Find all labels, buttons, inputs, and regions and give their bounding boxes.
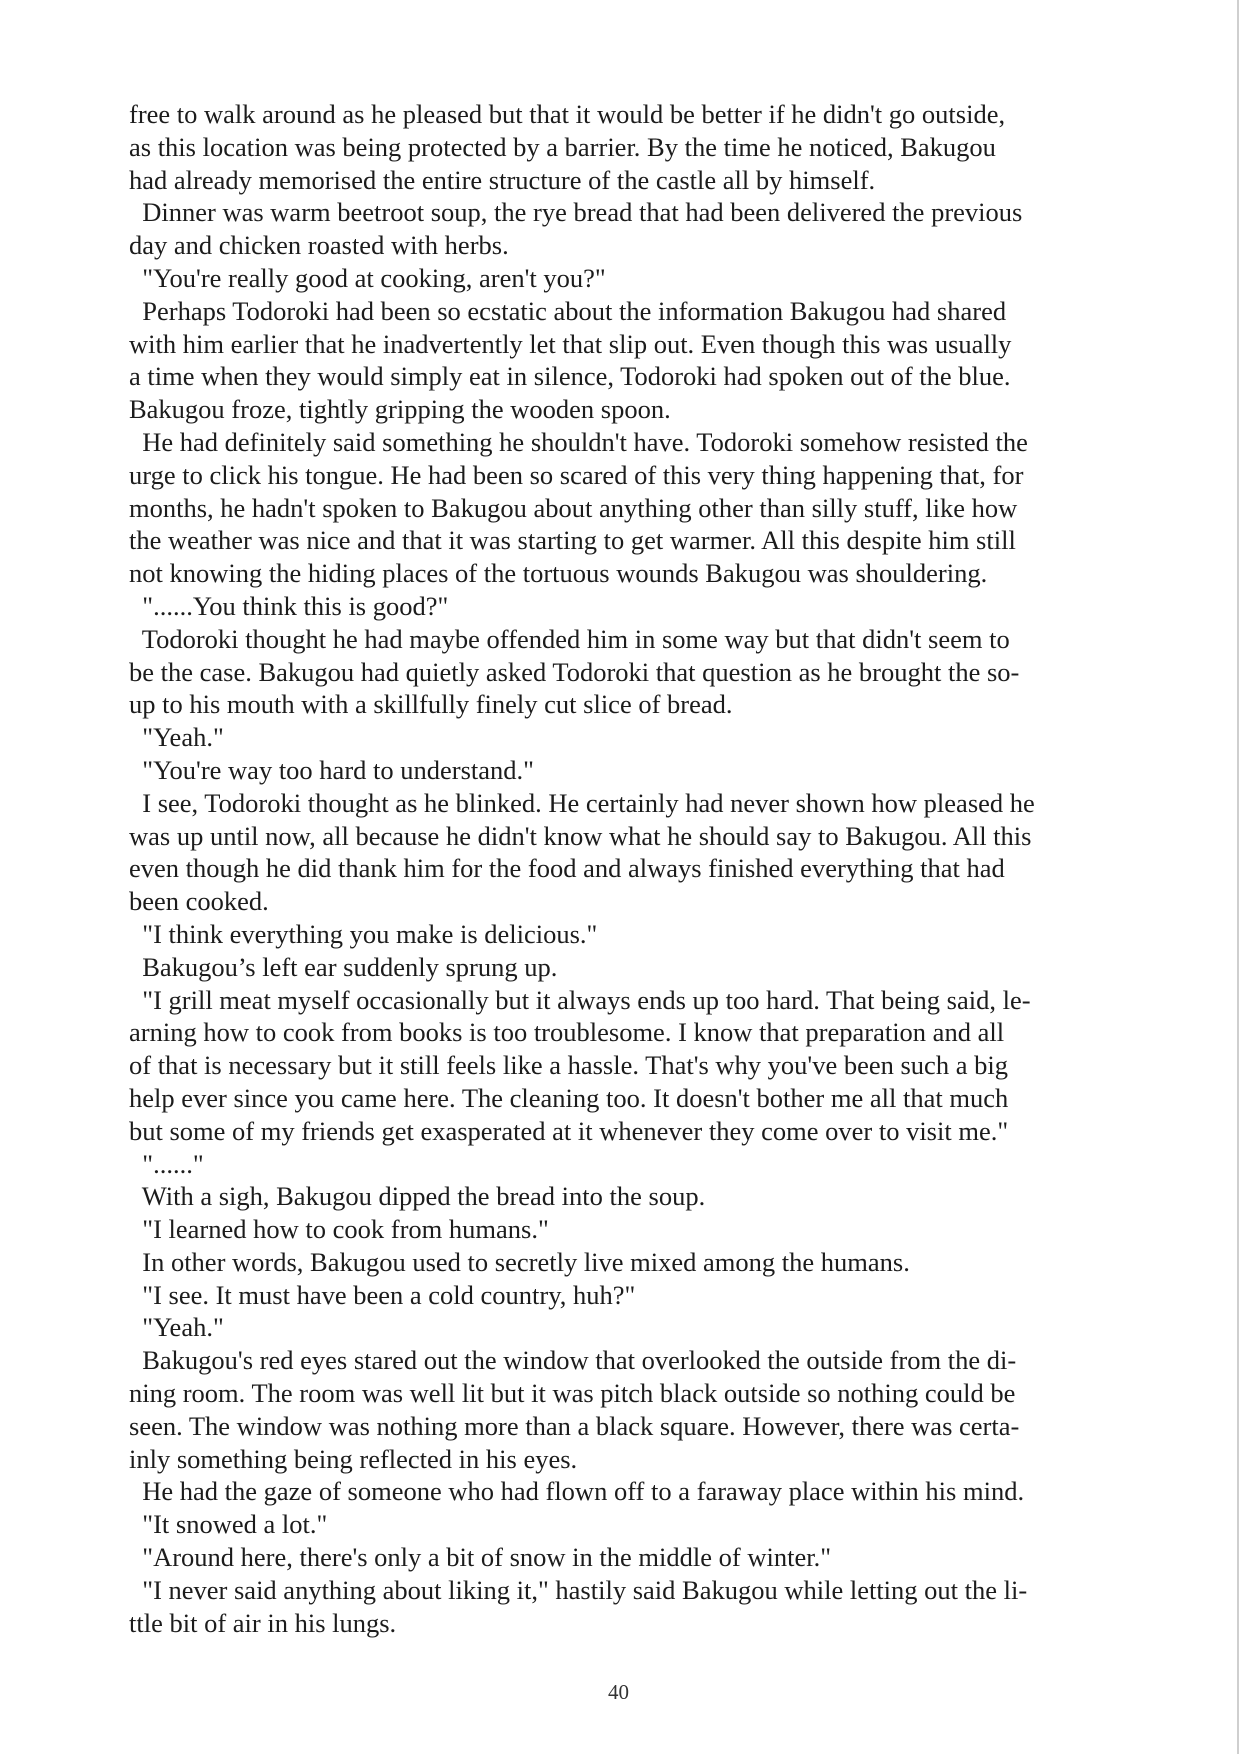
text-line: Dinner was warm beetroot soup, the rye bread that had been delivered the previous	[129, 197, 1023, 228]
text-line: a time when they would simply eat in silence, Todoroki had spoken out of the blue.	[129, 361, 1011, 392]
text-line: but some of my friends get exasperated at it whenever they come over to visit me."	[129, 1115, 1009, 1146]
text-line: Bakugou’s left ear suddenly sprung up.	[129, 951, 558, 982]
text-line: inly something being reflected in his eyes.	[129, 1443, 578, 1474]
page-number: 40	[608, 1680, 629, 1704]
text-line: He had definitely said something he shouldn't have. Todoroki somehow resisted the	[129, 426, 1028, 457]
text-line: "......You think this is good?"	[129, 590, 449, 621]
text-line: free to walk around as he pleased but that it would be better if he didn't go outside,	[129, 99, 1006, 129]
text-line: Perhaps Todoroki had been so ecstatic about the information Bakugou had shared	[129, 295, 1007, 326]
text-line: With a sigh, Bakugou dipped the bread into the soup.	[129, 1181, 706, 1212]
text-line: day and chicken roasted with herbs.	[129, 230, 509, 261]
text-line: "Yeah."	[129, 722, 224, 753]
text-line: Bakugou froze, tightly gripping the wooden spoon.	[129, 394, 671, 425]
text-line: Todoroki thought he had maybe offended him in some way but that didn't seem to	[129, 623, 1010, 654]
text-line: In other words, Bakugou used to secretly live mixed among the humans.	[129, 1246, 910, 1277]
text-line: even though he did thank him for the food and always finished everything that had	[129, 853, 1005, 884]
text-line: seen. The window was nothing more than a black square. However, there was certa-	[129, 1410, 1020, 1441]
text-line: arning how to cook from books is too troublesome. I know that preparation and all	[129, 1017, 1005, 1048]
text-line: "I grill meat myself occasionally but it always ends up too hard. That being said, le-	[129, 984, 1031, 1015]
text-line: "I think everything you make is delicious."	[129, 918, 598, 949]
text-line: "It snowed a lot."	[129, 1509, 328, 1540]
text-line: "......"	[129, 1148, 204, 1179]
body-text	[129, 98, 1139, 1639]
text-line: I see, Todoroki thought as he blinked. He certainly had never shown how pleased he	[129, 787, 1035, 818]
text-line: ttle bit of air in his lungs.	[129, 1607, 397, 1638]
text-line: up to his mouth with a skillfully finely cut slice of bread.	[129, 689, 733, 720]
text-line: "I never said anything about liking it," hastily said Bakugou while letting out the li-	[129, 1574, 1028, 1605]
text-line: ning room. The room was well lit but it was pitch black outside so nothing could be	[129, 1378, 1016, 1409]
text-line: had already memorised the entire structure of the castle all by himself.	[129, 164, 876, 195]
text-line: of that is necessary but it still feels like a hassle. That's why you've been such a big	[129, 1050, 1008, 1081]
text-line: was up until now, all because he didn't know what he should say to Bakugou. All this	[129, 820, 1032, 851]
text-line: help ever since you came here. The cleaning too. It doesn't bother me all that much	[129, 1082, 1009, 1113]
text-line: "I learned how to cook from humans."	[129, 1214, 549, 1245]
text-line: be the case. Bakugou had quietly asked Todoroki that question as he brought the so-	[129, 656, 1020, 687]
text-line: "Yeah."	[129, 1312, 224, 1343]
text-line: Bakugou's red eyes stared out the window that overlooked the outside from the di-	[129, 1345, 1017, 1376]
text-line: "You're really good at cooking, aren't you?"	[129, 262, 606, 293]
text-line: "Around here, there's only a bit of snow in the middle of winter."	[129, 1542, 832, 1573]
text-line: been cooked.	[129, 886, 269, 917]
text-line: with him earlier that he inadvertently let that slip out. Even though this was usually	[129, 328, 1012, 359]
text-line: "You're way too hard to understand."	[129, 754, 534, 785]
text-line: "I see. It must have been a cold country, huh?"	[129, 1279, 636, 1310]
text-line: He had the gaze of someone who had flown off to a faraway place within his mind.	[129, 1476, 1025, 1507]
text-line: the weather was nice and that it was starting to get warmer. All this despite him still	[129, 525, 1016, 556]
text-line: months, he hadn't spoken to Bakugou about anything other than silly stuff, like how	[129, 492, 1018, 523]
text-line: urge to click his tongue. He had been so scared of this very thing happening that, for	[129, 459, 1024, 490]
text-line: not knowing the hiding places of the tortuous wounds Bakugou was shouldering.	[129, 558, 988, 589]
text-line: as this location was being protected by a barrier. By the time he noticed, Bakugou	[129, 131, 996, 162]
page-edge-line	[1237, 0, 1239, 1754]
